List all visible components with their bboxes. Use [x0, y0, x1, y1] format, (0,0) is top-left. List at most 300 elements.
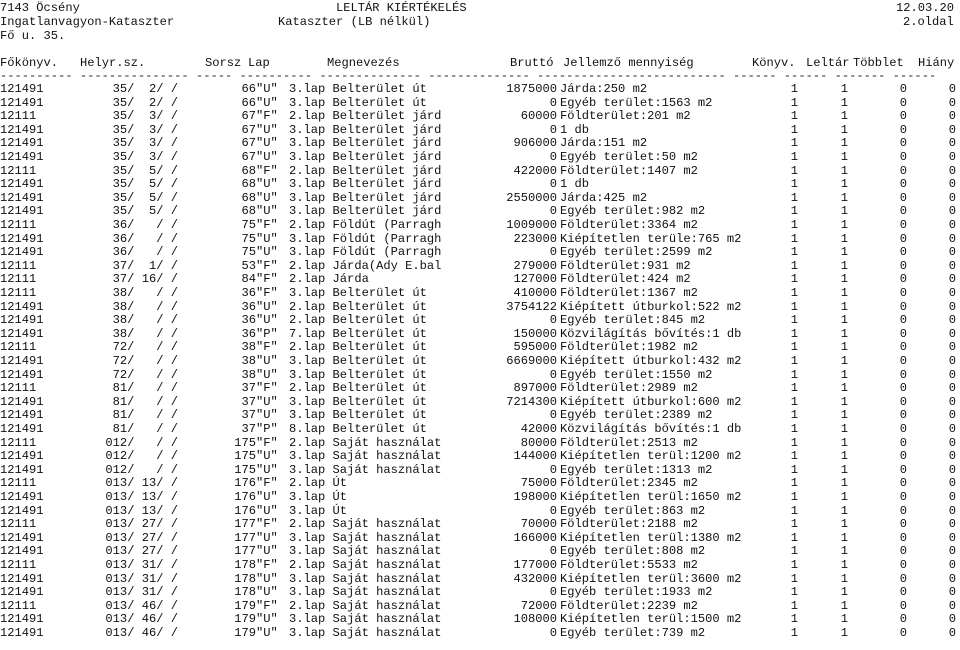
cell-lap: "U"	[256, 585, 278, 600]
cell-konyv: 1	[790, 435, 798, 450]
cell-tobblet: 0	[899, 449, 907, 464]
col-header-sorsz: Sorsz	[205, 56, 242, 70]
cell-hiany: 0	[948, 449, 956, 464]
cell-lap: "U"	[256, 245, 278, 260]
table-row	[0, 612, 960, 626]
cell-helyrsz: 81/ / /	[112, 408, 178, 423]
cell-jellemzo: Járda:250 m2	[560, 82, 648, 96]
cell-jellemzo: Földterület:2513 m2	[560, 435, 698, 450]
cell-sorsz: 36	[241, 326, 256, 341]
cell-hiany: 0	[948, 585, 956, 600]
cell-helyrsz: 012/ / /	[105, 435, 178, 450]
cell-leltar: 1	[840, 367, 848, 382]
cell-konyv: 1	[790, 150, 798, 164]
cell-fokonyv: 121491	[0, 150, 44, 164]
cell-hiany: 0	[948, 272, 956, 287]
col-header-tobblet: Többlet	[853, 56, 904, 70]
cell-sorsz: 75	[241, 218, 256, 232]
cell-brutto: 6669000	[506, 354, 557, 368]
cell-leltar: 1	[840, 258, 848, 273]
cell-fokonyv: 121491	[0, 231, 44, 246]
report-date: 12.03.20	[896, 1, 955, 15]
table-row	[0, 300, 960, 314]
cell-jellemzo: Egyéb terület:2389 m2	[560, 408, 713, 423]
cell-konyv: 1	[790, 122, 798, 137]
cell-sorsz: 175	[234, 462, 256, 477]
cell-leltar: 1	[840, 190, 848, 205]
cell-leltar: 1	[840, 381, 848, 396]
cell-fokonyv: 121491	[0, 462, 44, 477]
cell-helyrsz: 013/ 27/ /	[105, 544, 178, 559]
cell-lap: "F"	[256, 558, 278, 572]
cell-sorsz: 37	[241, 381, 256, 396]
cell-brutto: 0	[549, 544, 557, 559]
cell-lap: "U"	[256, 136, 278, 151]
cell-hiany: 0	[948, 204, 956, 219]
cell-konyv: 1	[790, 95, 798, 110]
cell-jellemzo: Egyéb terület:1563 m2	[560, 95, 713, 110]
cell-jellemzo: Kiépítetlen terül:1380 m2	[560, 530, 742, 545]
cell-sorsz: 176	[234, 490, 256, 504]
table-row	[0, 245, 960, 259]
cell-helyrsz: 013/ 13/ /	[105, 490, 178, 504]
cell-leltar: 1	[840, 231, 848, 246]
cell-tobblet: 0	[899, 299, 907, 314]
cell-lap: "U"	[256, 490, 278, 504]
table-row	[0, 232, 960, 246]
cell-konyv: 1	[790, 422, 798, 436]
cell-konyv: 1	[790, 503, 798, 518]
cell-leltar: 1	[840, 313, 848, 328]
cell-tobblet: 0	[899, 245, 907, 260]
cell-leltar: 1	[840, 394, 848, 409]
cell-helyrsz: 35/ 3/ /	[112, 122, 178, 137]
cell-hiany: 0	[948, 503, 956, 518]
cell-sorsz: 179	[234, 598, 256, 613]
cell-konyv: 1	[790, 109, 798, 124]
cell-lap: "U"	[256, 503, 278, 518]
column-header-row	[0, 56, 960, 70]
cell-lap: "F"	[256, 340, 278, 355]
cell-hiany: 0	[948, 190, 956, 205]
cell-jellemzo: Földterület:931 m2	[560, 258, 691, 273]
cell-helyrsz: 38/ / /	[112, 326, 178, 341]
cell-tobblet: 0	[899, 408, 907, 423]
cell-lap: "U"	[256, 231, 278, 246]
table-row	[0, 558, 960, 572]
table-row	[0, 82, 960, 96]
cell-sorsz: 68	[241, 163, 256, 178]
cell-lap: "U"	[256, 354, 278, 368]
cell-fokonyv: 12111	[0, 109, 37, 124]
cell-megnevezes: 3.lap Belterület járd	[289, 190, 442, 205]
cell-konyv: 1	[790, 82, 798, 96]
cell-helyrsz: 81/ / /	[112, 381, 178, 396]
cell-fokonyv: 121491	[0, 136, 44, 151]
cell-megnevezes: 2.lap Járda(Ady E.bal	[289, 258, 442, 273]
cell-fokonyv: 121491	[0, 585, 44, 600]
cell-lap: "U"	[256, 626, 278, 640]
cell-tobblet: 0	[899, 490, 907, 504]
cell-fokonyv: 121491	[0, 530, 44, 545]
cell-brutto: 3754122	[506, 299, 557, 314]
cell-konyv: 1	[790, 449, 798, 464]
cell-sorsz: 179	[234, 626, 256, 640]
cell-hiany: 0	[948, 122, 956, 137]
cell-sorsz: 179	[234, 612, 256, 627]
cell-lap: "P"	[256, 422, 278, 436]
cell-leltar: 1	[840, 558, 848, 572]
cell-leltar: 1	[840, 109, 848, 124]
cell-fokonyv: 121491	[0, 122, 44, 137]
cell-helyrsz: 36/ / /	[112, 245, 178, 260]
table-row	[0, 436, 960, 450]
cell-megnevezes: 3.lap Saját használat	[289, 544, 442, 559]
cell-megnevezes: 2.lap Belterület út	[289, 381, 427, 396]
cell-konyv: 1	[790, 490, 798, 504]
cell-hiany: 0	[948, 354, 956, 368]
header-line-1	[0, 1, 960, 15]
cell-brutto: 2550000	[506, 190, 557, 205]
cell-tobblet: 0	[899, 218, 907, 232]
cell-tobblet: 0	[899, 190, 907, 205]
cell-megnevezes: 3.lap Belterület út	[289, 354, 427, 368]
cell-brutto: 1009000	[506, 218, 557, 232]
header-line-2	[0, 15, 960, 29]
cell-sorsz: 177	[234, 517, 256, 532]
cell-fokonyv: 12111	[0, 517, 37, 532]
cell-lap: "U"	[256, 449, 278, 464]
cell-hiany: 0	[948, 530, 956, 545]
cell-megnevezes: 3.lap Belterület út	[289, 82, 427, 96]
table-row	[0, 272, 960, 286]
cell-tobblet: 0	[899, 462, 907, 477]
cell-sorsz: 53	[241, 258, 256, 273]
cell-hiany: 0	[948, 626, 956, 640]
cell-leltar: 1	[840, 354, 848, 368]
cell-tobblet: 0	[899, 585, 907, 600]
cell-megnevezes: 3.lap Saját használat	[289, 626, 442, 640]
cell-jellemzo: Egyéb terület:808 m2	[560, 544, 706, 559]
cell-tobblet: 0	[899, 544, 907, 559]
cell-fokonyv: 121491	[0, 544, 44, 559]
cell-helyrsz: 35/ 3/ /	[112, 109, 178, 124]
table-row	[0, 327, 960, 341]
cell-hiany: 0	[948, 544, 956, 559]
cell-megnevezes: 3.lap Belterület járd	[289, 150, 442, 164]
table-row	[0, 136, 960, 150]
table-row	[0, 150, 960, 164]
cell-hiany: 0	[948, 218, 956, 232]
table-row	[0, 476, 960, 490]
cell-fokonyv: 12111	[0, 476, 37, 491]
cell-sorsz: 38	[241, 340, 256, 355]
cell-helyrsz: 37/ 1/ /	[112, 258, 178, 273]
cell-helyrsz: 35/ 5/ /	[112, 177, 178, 192]
cell-megnevezes: 3.lap Belterület út	[289, 367, 427, 382]
cell-sorsz: 68	[241, 204, 256, 219]
cell-lap: "F"	[256, 381, 278, 396]
cell-konyv: 1	[790, 340, 798, 355]
cell-leltar: 1	[840, 598, 848, 613]
cell-hiany: 0	[948, 367, 956, 382]
cell-sorsz: 176	[234, 503, 256, 518]
table-row	[0, 490, 960, 504]
cell-leltar: 1	[840, 177, 848, 192]
table-row	[0, 599, 960, 613]
cell-lap: "U"	[256, 394, 278, 409]
cell-lap: "U"	[256, 150, 278, 164]
cell-konyv: 1	[790, 462, 798, 477]
cell-fokonyv: 12111	[0, 258, 37, 273]
cell-tobblet: 0	[899, 313, 907, 328]
cell-megnevezes: 3.lap Saját használat	[289, 449, 442, 464]
cell-konyv: 1	[790, 299, 798, 314]
cell-hiany: 0	[948, 340, 956, 355]
cell-lap: "U"	[256, 408, 278, 423]
table-row	[0, 517, 960, 531]
cell-fokonyv: 121491	[0, 177, 44, 192]
cell-megnevezes: 3.lap Belterület út	[289, 408, 427, 423]
cell-tobblet: 0	[899, 177, 907, 192]
cell-tobblet: 0	[899, 258, 907, 273]
cell-fokonyv: 12111	[0, 272, 37, 287]
cell-tobblet: 0	[899, 422, 907, 436]
cell-helyrsz: 36/ / /	[112, 218, 178, 232]
cell-leltar: 1	[840, 462, 848, 477]
cell-jellemzo: Földterület:1407 m2	[560, 163, 698, 178]
cell-fokonyv: 121491	[0, 408, 44, 423]
cell-jellemzo: Földterület:1367 m2	[560, 286, 698, 300]
cell-konyv: 1	[790, 272, 798, 287]
cell-leltar: 1	[840, 490, 848, 504]
cell-brutto: 150000	[513, 326, 557, 341]
cell-hiany: 0	[948, 231, 956, 246]
cell-hiany: 0	[948, 109, 956, 124]
cell-sorsz: 177	[234, 530, 256, 545]
table-row	[0, 164, 960, 178]
cell-sorsz: 37	[241, 394, 256, 409]
cell-megnevezes: 3.lap Földút (Parragh	[289, 231, 442, 246]
cell-jellemzo: Kiépített útburkol:600 m2	[560, 394, 742, 409]
cell-fokonyv: 121491	[0, 367, 44, 382]
cell-tobblet: 0	[899, 571, 907, 586]
cell-brutto: 0	[549, 585, 557, 600]
cell-jellemzo: Kiépítetlen terül:1500 m2	[560, 612, 742, 627]
cell-tobblet: 0	[899, 82, 907, 96]
cell-konyv: 1	[790, 163, 798, 178]
page-number: 2.oldal	[903, 15, 954, 29]
cell-hiany: 0	[948, 82, 956, 96]
cell-brutto: 0	[549, 503, 557, 518]
cell-megnevezes: 2.lap Saját használat	[289, 598, 442, 613]
cell-konyv: 1	[790, 571, 798, 586]
cell-sorsz: 66	[241, 82, 256, 96]
cell-konyv: 1	[790, 626, 798, 640]
cell-sorsz: 178	[234, 585, 256, 600]
cell-lap: "U"	[256, 313, 278, 328]
table-row	[0, 340, 960, 354]
register-name: Ingatlanvagyon-Kataszter	[0, 15, 175, 29]
cell-sorsz: 68	[241, 177, 256, 192]
cell-leltar: 1	[840, 544, 848, 559]
cell-jellemzo: Egyéb terület:739 m2	[560, 626, 706, 640]
cell-sorsz: 84	[241, 272, 256, 287]
cell-tobblet: 0	[899, 95, 907, 110]
cell-lap: "P"	[256, 326, 278, 341]
cell-jellemzo: Földterület:2239 m2	[560, 598, 698, 613]
cell-brutto: 198000	[513, 490, 557, 504]
cell-konyv: 1	[790, 204, 798, 219]
cell-lap: "F"	[256, 272, 278, 287]
cell-tobblet: 0	[899, 326, 907, 341]
table-row	[0, 381, 960, 395]
cell-tobblet: 0	[899, 598, 907, 613]
cell-jellemzo: Egyéb terület:1313 m2	[560, 462, 713, 477]
cell-brutto: 897000	[513, 381, 557, 396]
report-title: LELTÁR KIÉRTÉKELÉS	[336, 1, 467, 15]
cell-lap: "U"	[256, 530, 278, 545]
cell-jellemzo: Földterület:201 m2	[560, 109, 691, 124]
cell-helyrsz: 35/ 5/ /	[112, 163, 178, 178]
cell-fokonyv: 121491	[0, 299, 44, 314]
cell-sorsz: 176	[234, 476, 256, 491]
cell-jellemzo: Földterület:2188 m2	[560, 517, 698, 532]
cell-tobblet: 0	[899, 136, 907, 151]
cell-helyrsz: 013/ 46/ /	[105, 612, 178, 627]
col-header-brutto: Bruttó	[510, 56, 554, 70]
cell-megnevezes: 3.lap Saját használat	[289, 612, 442, 627]
cell-lap: "U"	[256, 367, 278, 382]
cell-lap: "U"	[256, 544, 278, 559]
cell-tobblet: 0	[899, 286, 907, 300]
cell-fokonyv: 121491	[0, 245, 44, 260]
cell-jellemzo: Egyéb terület:50 m2	[560, 150, 698, 164]
cell-megnevezes: 2.lap Belterület út	[289, 340, 427, 355]
cell-helyrsz: 013/ 31/ /	[105, 571, 178, 586]
cell-jellemzo: Egyéb terület:1933 m2	[560, 585, 713, 600]
cell-megnevezes: 3.lap Földút (Parragh	[289, 245, 442, 260]
cell-jellemzo: Kiépítetlen terül:3600 m2	[560, 571, 742, 586]
cell-megnevezes: 3.lap Belterület út	[289, 394, 427, 409]
cell-brutto: 166000	[513, 530, 557, 545]
cell-sorsz: 38	[241, 354, 256, 368]
cell-konyv: 1	[790, 408, 798, 423]
col-header-konyv: Könyv.	[752, 56, 796, 70]
cell-helyrsz: 38/ / /	[112, 299, 178, 314]
col-header-megnevezes: Megnevezés	[327, 56, 400, 70]
cell-leltar: 1	[840, 136, 848, 151]
table-row	[0, 191, 960, 205]
table-row	[0, 449, 960, 463]
cell-konyv: 1	[790, 286, 798, 300]
cell-fokonyv: 121491	[0, 571, 44, 586]
cell-tobblet: 0	[899, 163, 907, 178]
cell-helyrsz: 013/ 46/ /	[105, 598, 178, 613]
cell-tobblet: 0	[899, 367, 907, 382]
cell-brutto: 0	[549, 408, 557, 423]
cell-leltar: 1	[840, 503, 848, 518]
cell-leltar: 1	[840, 408, 848, 423]
cell-fokonyv: 121491	[0, 626, 44, 640]
cell-jellemzo: Egyéb terület:1550 m2	[560, 367, 713, 382]
cell-fokonyv: 12111	[0, 218, 37, 232]
cell-jellemzo: Egyéb terület:2599 m2	[560, 245, 713, 260]
cell-tobblet: 0	[899, 340, 907, 355]
cell-tobblet: 0	[899, 503, 907, 518]
cell-jellemzo: Kiépített útburkol:522 m2	[560, 299, 742, 314]
cell-fokonyv: 121491	[0, 313, 44, 328]
cell-helyrsz: 72/ / /	[112, 354, 178, 368]
cell-helyrsz: 35/ 5/ /	[112, 190, 178, 205]
cell-megnevezes: 3.lap Saját használat	[289, 530, 442, 545]
cell-leltar: 1	[840, 626, 848, 640]
cell-hiany: 0	[948, 422, 956, 436]
cell-brutto: 279000	[513, 258, 557, 273]
cell-sorsz: 67	[241, 122, 256, 137]
cell-konyv: 1	[790, 558, 798, 572]
cell-konyv: 1	[790, 612, 798, 627]
cell-megnevezes: 2.lap Saját használat	[289, 517, 442, 532]
cell-hiany: 0	[948, 517, 956, 532]
cell-helyrsz: 36/ / /	[112, 231, 178, 246]
cell-helyrsz: 72/ / /	[112, 340, 178, 355]
table-row	[0, 286, 960, 300]
cell-tobblet: 0	[899, 435, 907, 450]
cell-brutto: 595000	[513, 340, 557, 355]
cell-brutto: 108000	[513, 612, 557, 627]
cell-fokonyv: 12111	[0, 381, 37, 396]
cell-brutto: 177000	[513, 558, 557, 572]
cell-brutto: 0	[549, 177, 557, 192]
cell-tobblet: 0	[899, 272, 907, 287]
cell-konyv: 1	[790, 177, 798, 192]
cell-hiany: 0	[948, 177, 956, 192]
cell-leltar: 1	[840, 272, 848, 287]
cell-leltar: 1	[840, 612, 848, 627]
cell-jellemzo: Kiépítetlen terül:1650 m2	[560, 490, 742, 504]
cell-brutto: 0	[549, 462, 557, 477]
cell-helyrsz: 35/ 5/ /	[112, 204, 178, 219]
cell-lap: "F"	[256, 258, 278, 273]
cell-konyv: 1	[790, 476, 798, 491]
cell-leltar: 1	[840, 204, 848, 219]
cell-hiany: 0	[948, 381, 956, 396]
cell-megnevezes: 2.lap Belterület járd	[289, 163, 442, 178]
cell-hiany: 0	[948, 286, 956, 300]
cell-brutto: 422000	[513, 163, 557, 178]
cell-helyrsz: 35/ 2/ /	[112, 82, 178, 96]
cell-tobblet: 0	[899, 204, 907, 219]
cell-jellemzo: Egyéb terület:863 m2	[560, 503, 706, 518]
cell-leltar: 1	[840, 530, 848, 545]
table-row	[0, 123, 960, 137]
cell-megnevezes: 3.lap Út	[289, 503, 348, 518]
cell-lap: "U"	[256, 571, 278, 586]
cell-helyrsz: 35/ 3/ /	[112, 136, 178, 151]
cell-helyrsz: 81/ / /	[112, 394, 178, 409]
cell-tobblet: 0	[899, 150, 907, 164]
cell-brutto: 0	[549, 367, 557, 382]
cell-fokonyv: 12111	[0, 163, 37, 178]
report-subtitle: Kataszter (LB nélkül)	[278, 15, 431, 29]
table-row	[0, 395, 960, 409]
cell-konyv: 1	[790, 313, 798, 328]
cell-leltar: 1	[840, 82, 848, 96]
cell-lap: "U"	[256, 299, 278, 314]
cell-konyv: 1	[790, 231, 798, 246]
table-row	[0, 259, 960, 273]
